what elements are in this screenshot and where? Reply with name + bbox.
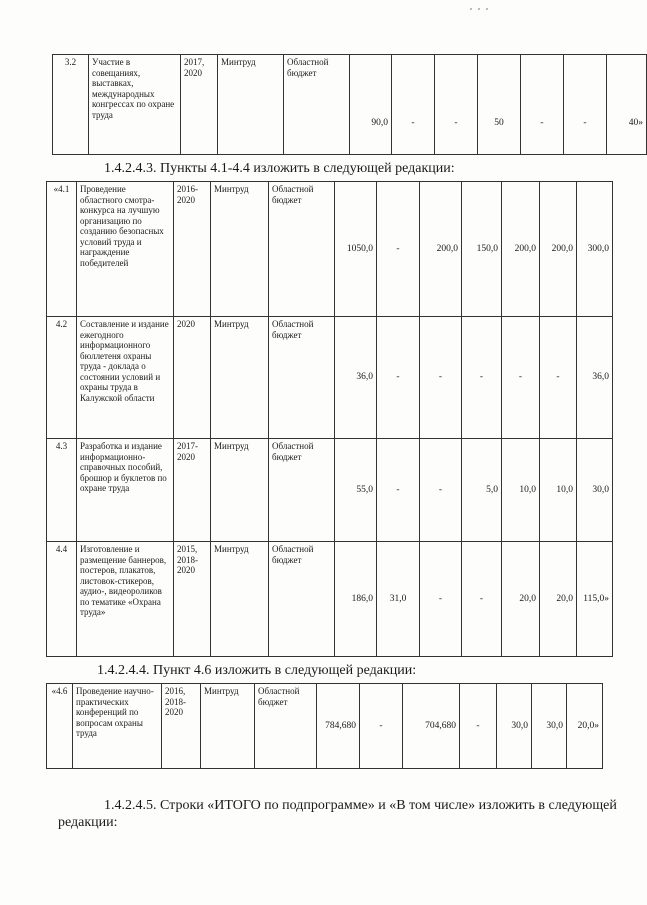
scan-artifact (478, 8, 480, 10)
value-year: 20,0 (540, 542, 577, 657)
period: 2016-2020 (174, 182, 211, 317)
activity-name: Проведение научно-практических конференций по вопросам охраны труда (73, 684, 162, 769)
period: 2017-2020 (174, 439, 211, 542)
table-row (47, 684, 603, 769)
value-year: 30,0 (532, 684, 567, 769)
funding-source: Областной бюджет (269, 439, 335, 542)
value-year: - (420, 542, 462, 657)
value-year: 5,0 (462, 439, 502, 542)
activity-name: Разработка и издание информационно-справочных пособий, брошюр и буклетов по охране труда (77, 439, 174, 542)
executor: Минтруд (211, 317, 269, 439)
value-year: 10,0 (502, 439, 540, 542)
value-total: 784,680 (317, 684, 360, 769)
table-row (53, 55, 647, 155)
scan-artifact (486, 8, 488, 10)
row-number: «4.1 (47, 182, 77, 317)
value-total: 1050,0 (335, 182, 377, 317)
value-total: 186,0 (335, 542, 377, 657)
value-year: 31,0 (377, 542, 420, 657)
activity-name: Изготовление и размещение баннеров, постеров, плакатов, листовок-стикеров, аудио-, видеороликов по тематике «Охрана труда» (77, 542, 174, 657)
value-year: - (564, 55, 607, 155)
value-total: 55,0 (335, 439, 377, 542)
value-year: - (435, 55, 478, 155)
value-total: 36,0 (335, 317, 377, 439)
value-year: 200,0 (540, 182, 577, 317)
scan-artifact (470, 8, 472, 10)
value-year: 115,0» (577, 542, 613, 657)
executor: Минтруд (201, 684, 255, 769)
value-year: - (462, 542, 502, 657)
value-year: - (540, 317, 577, 439)
row-number: 4.2 (47, 317, 77, 439)
row-number: 4.4 (47, 542, 77, 657)
table-item-4-6 (46, 683, 603, 769)
period: 2016, 2018-2020 (162, 684, 201, 769)
value-year: - (420, 317, 462, 439)
row-number: «4.6 (47, 684, 73, 769)
value-year: - (462, 317, 502, 439)
activity-name: Участие в совещаниях, выставках, международных конгрессах по охране труда (89, 55, 181, 155)
activity-name: Составление и издание ежегодного информационного бюллетеня охраны труда - доклада о состоянии условий и охраны труда в Калужской области (77, 317, 174, 439)
value-year: 200,0 (502, 182, 540, 317)
period: 2015, 2018-2020 (174, 542, 211, 657)
value-year: - (502, 317, 540, 439)
paragraph-4-3: 1.4.2.4.3. Пункты 4.1-4.4 изложить в следующей редакции: (104, 161, 455, 176)
value-year: 150,0 (462, 182, 502, 317)
period: 2017, 2020 (181, 55, 218, 155)
table-row (47, 182, 613, 317)
funding-source: Областной бюджет (269, 317, 335, 439)
paragraph-4-5-line2: редакции: (58, 815, 118, 830)
value-year: - (377, 317, 420, 439)
row-number: 4.3 (47, 439, 77, 542)
executor: Минтруд (211, 542, 269, 657)
paragraph-4-4: 1.4.2.4.4. Пункт 4.6 изложить в следующей редакции: (97, 663, 417, 678)
value-total: 90,0 (350, 55, 392, 155)
period: 2020 (174, 317, 211, 439)
table-row (47, 317, 613, 439)
value-year: - (420, 439, 462, 542)
value-year: - (377, 182, 420, 317)
value-year: - (360, 684, 403, 769)
executor: Минтруд (218, 55, 284, 155)
value-year: 40» (607, 55, 647, 155)
funding-source: Областной бюджет (269, 182, 335, 317)
executor: Минтруд (211, 439, 269, 542)
value-year: 20,0» (567, 684, 603, 769)
value-year: 300,0 (577, 182, 613, 317)
value-year: - (460, 684, 497, 769)
value-year: 36,0 (577, 317, 613, 439)
paragraph-4-5-line1: 1.4.2.4.5. Строки «ИТОГО по подпрограмме» и «В том числе» изложить в следующей (104, 798, 617, 813)
executor: Минтруд (211, 182, 269, 317)
value-year: - (377, 439, 420, 542)
value-year: 50 (478, 55, 521, 155)
value-year: 30,0 (497, 684, 532, 769)
funding-source: Областной бюджет (269, 542, 335, 657)
table-item-3-2 (52, 54, 647, 155)
value-year: 10,0 (540, 439, 577, 542)
value-year: 704,680 (403, 684, 460, 769)
funding-source: Областной бюджет (255, 684, 317, 769)
table-row (47, 542, 613, 657)
table-items-4-1-to-4-4 (46, 181, 613, 657)
activity-name: Проведение областного смотра-конкурса на лучшую организацию по созданию безопасных условий труда и награждение победителей (77, 182, 174, 317)
value-year: 200,0 (420, 182, 462, 317)
value-year: - (392, 55, 435, 155)
funding-source: Областной бюджет (284, 55, 350, 155)
table-row (47, 439, 613, 542)
value-year: - (521, 55, 564, 155)
value-year: 20,0 (502, 542, 540, 657)
row-number: 3.2 (53, 55, 89, 155)
value-year: 30,0 (577, 439, 613, 542)
